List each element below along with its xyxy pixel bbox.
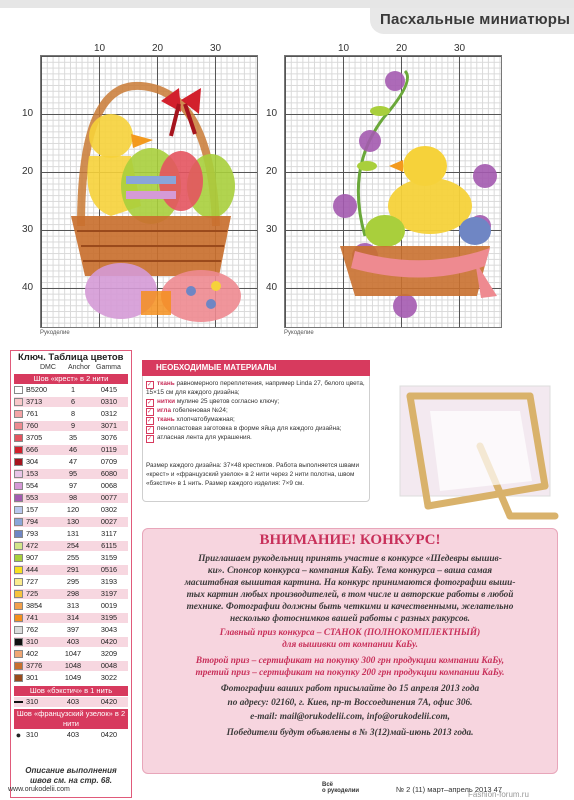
color-swatch-icon [14,446,23,454]
key-anchor: 314 [66,613,80,622]
color-swatch-icon [14,626,23,634]
key-row [14,601,128,611]
flower [385,71,405,91]
checkbox-icon: ✓ [147,418,153,424]
key-dmc: 304 [26,457,39,466]
key-row [14,433,128,443]
footer-url[interactable]: www.orukodelii.com [8,786,70,793]
leaf [357,161,377,171]
key-col-anchor: Anchor [68,364,91,371]
key-dmc: 553 [26,493,39,502]
key-row [14,409,128,419]
color-swatch-icon [14,590,23,598]
color-swatch-icon [14,494,23,502]
key-row [14,529,128,539]
key-gamma: 0709 [100,457,118,466]
key-row [14,673,128,683]
stitch-grid [40,55,258,328]
key-dmc: 741 [26,613,39,622]
flower [333,194,357,218]
color-swatch-icon [14,386,23,394]
checkbox-icon: ✓ [147,409,153,415]
checkbox-icon: ✓ [147,382,153,388]
key-gamma: 0516 [100,565,118,574]
key-gamma: 0077 [100,493,118,502]
key-anchor: 9 [70,421,76,430]
color-swatch-icon [14,458,23,466]
color-swatch-icon [14,554,23,562]
key-band-french-knot: Шов «французский узелок» в 2 нити [14,709,128,729]
color-swatch-icon [14,662,23,670]
key-gamma: 0420 [100,730,118,739]
key-row [14,517,128,527]
key-dmc: 666 [26,445,39,454]
key-row [14,445,128,455]
key-gamma: 3043 [100,625,118,634]
color-swatch-icon [14,638,23,646]
color-swatch-icon [14,542,23,550]
materials-item-keyword: нитки [157,398,176,405]
key-row [14,457,128,467]
axis-x-label: 20 [152,43,164,54]
frame-canvas [430,411,532,491]
page-title: Пасхальные миниатюры [380,11,571,28]
key-gamma: 0302 [100,505,118,514]
key-anchor: 403 [66,697,80,706]
key-dmc: 153 [26,469,39,478]
color-swatch-icon [14,506,23,514]
color-swatch-icon [14,674,23,682]
key-anchor: 98 [68,493,78,502]
key-dmc: 3776 [26,661,43,670]
key-anchor: 130 [66,517,80,526]
egg-dot [186,286,196,296]
color-swatch-icon [14,518,23,526]
magazine-logo [322,782,359,794]
brand-mark: Рукоделие [40,330,70,336]
key-dmc: 472 [26,541,39,550]
color-swatch-icon [14,398,23,406]
duck-beak [131,134,153,148]
color-swatch-icon [14,422,23,430]
axis-y-label: 10 [22,108,34,119]
key-dmc: 760 [26,421,39,430]
materials-item-text: гобеленовая №24; [171,407,228,414]
axis-y-label: 30 [22,224,34,235]
key-gamma: 3195 [100,613,118,622]
color-swatch-icon [14,530,23,538]
magazine-logo-line: Всё [322,782,334,788]
key-anchor: 295 [66,577,80,586]
key-dmc: 762 [26,625,39,634]
materials-item-keyword: ткань [157,416,175,423]
key-row [14,613,128,623]
materials-item-text: пенопластовая заготовка в форме яйца для каждого дизайна; [157,425,342,432]
egg-green [365,215,405,247]
key-dmc: 3705 [26,433,43,442]
key-gamma: 3117 [101,529,117,538]
key-row [14,553,128,563]
key-dmc: 794 [26,517,39,526]
key-dmc: 3713 [26,397,43,406]
key-gamma: 0420 [100,697,118,706]
axis-x-label: 30 [454,43,466,54]
key-anchor: 403 [66,730,80,739]
axis-x-label: 30 [210,43,222,54]
color-swatch-icon [14,410,23,418]
key-dmc: 310 [26,637,39,646]
duck-head [89,114,133,158]
key-dmc: 725 [26,589,39,598]
key-row [14,541,128,551]
contest-main-prize: Главный приз конкурса – СТАНОК (ПОЛНОКОМПЛЕКТНЫЙ) [219,628,481,638]
key-gamma: 3209 [100,649,118,658]
key-gamma: 0019 [100,601,118,610]
key-gamma: 3193 [100,577,118,586]
magazine-logo-line: о рукоделии [322,788,360,794]
axis-x-label: 10 [94,43,106,54]
axis-y-label: 40 [22,282,34,293]
color-swatch-icon [14,602,23,610]
checkbox-icon: ✓ [147,400,153,406]
key-anchor: 8 [70,409,76,418]
key-gamma: 0048 [100,661,118,670]
materials-item [146,407,366,416]
color-swatch-icon [14,650,23,658]
key-row [14,493,128,503]
backstitch-line-icon [14,698,23,706]
key-gamma: 3071 [100,421,118,430]
top-band [0,0,574,8]
key-anchor: 35 [68,433,78,442]
materials-item [146,425,366,434]
key-gamma: 0310 [100,397,118,406]
key-dmc: 554 [26,481,39,490]
contest-text: Приглашаем рукодельниц принять участие в конкурсе «Шедевры вышив- [198,554,502,564]
key-anchor: 120 [66,505,80,514]
key-row [14,625,128,635]
key-anchor: 97 [68,481,78,490]
key-anchor: 298 [66,589,80,598]
contest-title: ВНИМАНИЕ! КОНКУРС! [259,532,441,548]
key-dmc: 3854 [26,601,43,610]
key-gamma: 0119 [101,445,117,454]
materials-item-keyword: игла [157,407,172,414]
key-dmc: 761 [26,409,39,418]
key-row [14,505,128,515]
color-swatch-icon [14,482,23,490]
key-note: Описание выполнения швов см. на стр. 68. [25,766,117,785]
key-dmc: 310 [26,697,39,706]
egg-stripe [126,191,176,199]
contest-text: масштабная вышитая картина. На конкурс принимаются фотографии выши- [184,578,516,588]
key-anchor: 254 [66,541,80,550]
key-row [14,565,128,575]
key-row [14,577,128,587]
materials-item-text: мулине 25 цветов согласно ключу; [175,398,280,405]
contest-address: по адресу: 02160, г. Киев, пр-т Воссоединения 7А, офис 306. [227,698,473,708]
key-dmc: B5200 [26,385,48,394]
materials-item [146,380,366,398]
key-row [14,421,128,431]
contest-results: Победители будут объявлены в № 3(12)май-июнь 2013 года. [226,728,474,738]
key-gamma: 6080 [100,469,118,478]
egg-pink [161,270,241,322]
key-anchor: 95 [68,469,78,478]
key-dmc: 301 [26,673,39,682]
chick-beak [389,160,403,172]
flower [359,130,381,152]
key-dmc: 310 [26,730,39,739]
key-gamma: 3159 [100,553,118,562]
egg-blue [459,217,491,245]
key-row [14,481,128,491]
contest-third-prize: третий приз – сертификат на покупку 200 грн продукции компании КаБу. [195,668,505,678]
flower [473,164,497,188]
materials-item-keyword: ткань [157,380,175,387]
key-row [14,397,128,407]
key-column-headers [40,364,130,371]
brand-mark: Рукоделие [284,330,314,336]
key-row-backstitch [14,697,128,707]
key-gamma: 6115 [101,541,117,550]
key-gamma: 0068 [100,481,118,490]
key-anchor: 46 [68,445,78,454]
key-gamma: 3197 [100,589,118,598]
key-anchor: 255 [66,553,80,562]
french-knot-dot-icon: ● [15,730,22,740]
key-dmc: 157 [26,505,39,514]
contest-text: несколько фотоснимков вашей работы с разных ракурсов. [229,614,470,624]
axis-y-label: 40 [266,282,278,293]
materials-title: НЕОБХОДИМЫЕ МАТЕРИАЛЫ [142,360,370,376]
contest-second-prize: Второй приз – сертификат на покупку 300 грн продукции компании КаБу, [195,656,505,666]
materials-item [146,398,366,407]
key-row-french-knot [14,730,128,740]
contest-text: технике. Фотографии должны быть четкими и качественными, желательно [186,602,514,612]
key-dmc: 444 [26,565,39,574]
color-swatch-icon [14,470,23,478]
checkbox-icon: ✓ [147,427,153,433]
egg-dot [206,299,216,309]
key-band-cross: Шов «крест» в 2 нити [14,374,128,384]
ribbon-end [475,261,497,298]
contest-main-prize: для вышивки от компании КаБу. [282,640,418,650]
egg-dot [211,281,221,291]
key-anchor: 47 [68,457,78,466]
contest-email[interactable]: e-mail: mail@orukodelii.com, info@orukodelii.com, [250,712,450,722]
key-gamma: 3076 [100,433,118,442]
key-dmc: 727 [26,577,39,586]
key-anchor: 291 [66,565,80,574]
leaf [370,106,390,116]
stitch-grid [284,55,502,328]
axis-y-label: 20 [22,166,34,177]
key-row [14,469,128,479]
key-anchor: 131 [66,529,80,538]
key-gamma: 0420 [100,637,118,646]
key-anchor: 1049 [64,673,82,682]
color-swatch-icon [14,566,23,574]
key-dmc: 402 [26,649,39,658]
checkbox-icon: ✓ [147,436,153,442]
axis-x-label: 10 [338,43,350,54]
key-dmc: 907 [26,553,39,562]
key-band-backstitch: Шов «бэкстич» в 1 нить [14,686,128,696]
footer-issue: № 2 (11) март–апрель 2013 47 [396,785,502,794]
contest-text: тых картин любых производителей, в том числе и авторские работы в любой [186,590,514,600]
key-title: Ключ. Таблица цветов [18,352,124,363]
axis-y-label: 10 [266,108,278,119]
basket-duck-pattern [41,56,258,328]
key-anchor: 1 [70,385,76,394]
key-row [14,661,128,671]
materials-item [146,434,366,443]
key-anchor: 313 [66,601,80,610]
axis-y-label: 20 [266,166,278,177]
watermark: Fashion-forum.ru [468,790,529,799]
axis-y-label: 30 [266,224,278,235]
flower [393,294,417,318]
egg-orange [141,291,171,315]
color-swatch-icon [14,434,23,442]
contest-send: Фотографии ваших работ присылайте до 15 апреля 2013 года [220,684,480,694]
egg-stripe [126,176,176,184]
key-row [14,385,128,395]
key-row [14,589,128,599]
key-gamma: 0027 [100,517,118,526]
key-anchor: 1047 [64,649,82,658]
chick-flower-pattern [285,56,502,328]
key-row [14,649,128,659]
key-gamma: 0312 [100,409,118,418]
materials-item-text: атласная лента для украшения. [157,434,252,441]
key-gamma: 3022 [100,673,118,682]
key-col-gamma: Gamma [96,364,121,371]
materials-item-text: хлопчатобумажная; [174,416,235,423]
key-anchor: 397 [66,625,80,634]
key-row [14,637,128,647]
embroidery-frame-image [380,366,570,526]
key-dmc: 793 [26,529,39,538]
key-anchor: 6 [70,397,76,406]
materials-item-text: равномерного переплетения, например Linda 27, белого цвета, 15×15 см для каждого дизайна; [146,380,365,396]
key-anchor: 403 [66,637,80,646]
color-swatch-icon [14,578,23,586]
key-anchor: 1048 [64,661,82,670]
color-swatch-icon [14,614,23,622]
key-gamma: 0415 [100,385,118,394]
materials-item [146,416,366,425]
key-col-dmc: DMC [40,364,56,371]
axis-x-label: 20 [396,43,408,54]
materials-note: Размер каждого дизайна: 37×48 крестиков. Работа выполняется швами «крест» и «французский узелок» в 2 нити через 2 нити полотна, швом «бэкстич» в 1 нить. Размер каждого изделия: 7×9 см. [146,462,360,487]
contest-text: ки». Спонсор конкурса – компания КаБу. Тема конкурса – ваша самая [207,566,493,576]
